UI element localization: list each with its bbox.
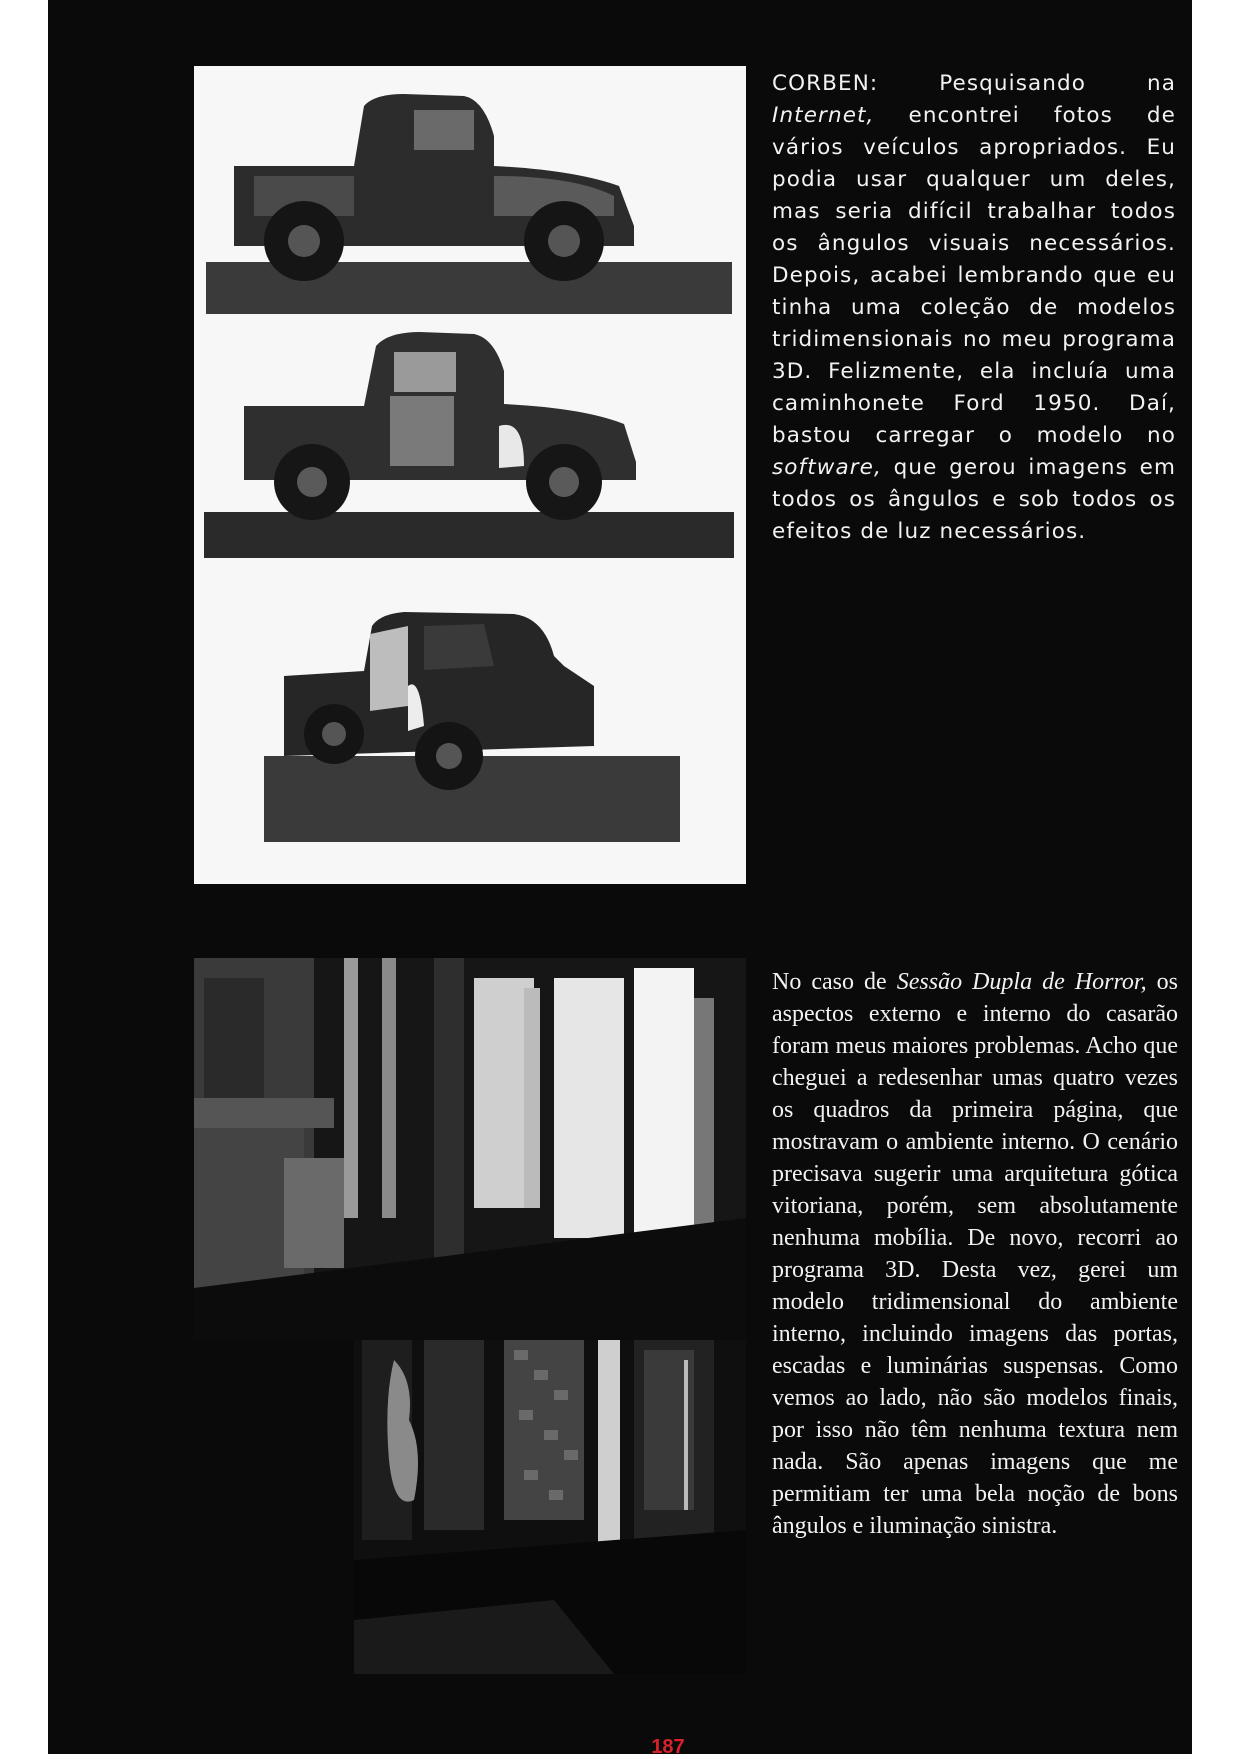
truck-renders-figure	[194, 66, 746, 884]
paragraph-horror-house	[772, 966, 1178, 1542]
interior-render-top-image	[194, 958, 746, 1340]
paragraph-a-emphasis-internet: Internet,	[772, 103, 875, 128]
interior-render-top-figure	[194, 958, 746, 1340]
interior-render-bottom-figure	[354, 1340, 746, 1674]
paragraph-a-text-2: encontrei fotos de vários veículos apropriados. Eu podia usar qualquer um deles, mas seria difícil trabalhar todos os ângulos visuais necessários. Depois, acabei lembrando que eu tinha uma coleção de modelos tridimensionais no meu programa 3D. Felizmente, ela incluía uma caminhonete Ford 1950. Daí, bastou carregar o modelo no	[772, 103, 1176, 448]
page	[48, 0, 1192, 1758]
paragraph-b-emphasis-title: Sessão Dupla de Horror,	[896, 969, 1147, 995]
interior-render-bottom-image	[354, 1340, 746, 1674]
truck-renders-image	[194, 66, 746, 884]
paragraph-corben-intro	[772, 68, 1176, 548]
paragraph-a-text-3: que gerou imagens em todos os ângulos e sob todos os efeitos de luz necessários.	[772, 455, 1176, 544]
paragraph-a-text-1: CORBEN: Pesquisando na	[772, 71, 1176, 96]
page-number: 187	[651, 1736, 685, 1758]
paragraph-b-text-2: os aspectos externo e interno do casarão foram meus maiores problemas. Acho que cheguei a redesenhar umas quatro vezes os quadros da primeira página, que mostravam o ambiente interno. O cenário precisava sugerir uma arquitetura gótica vitoriana, porém, sem absolutamente nenhuma mobília. De novo, recorri ao programa 3D. Desta vez, gerei um modelo tridimensional do ambiente interno, incluindo imagens das portas, escadas e luminárias suspensas. Como vemos ao lado, não são modelos finais, por isso não têm nenhuma textura nem nada. São apenas imagens que me permitiam ter uma bela noção de bons ângulos e iluminação sinistra.	[772, 969, 1178, 1539]
paragraph-a-emphasis-software: software,	[772, 455, 882, 480]
paragraph-b-text-1: No caso de	[772, 969, 897, 995]
